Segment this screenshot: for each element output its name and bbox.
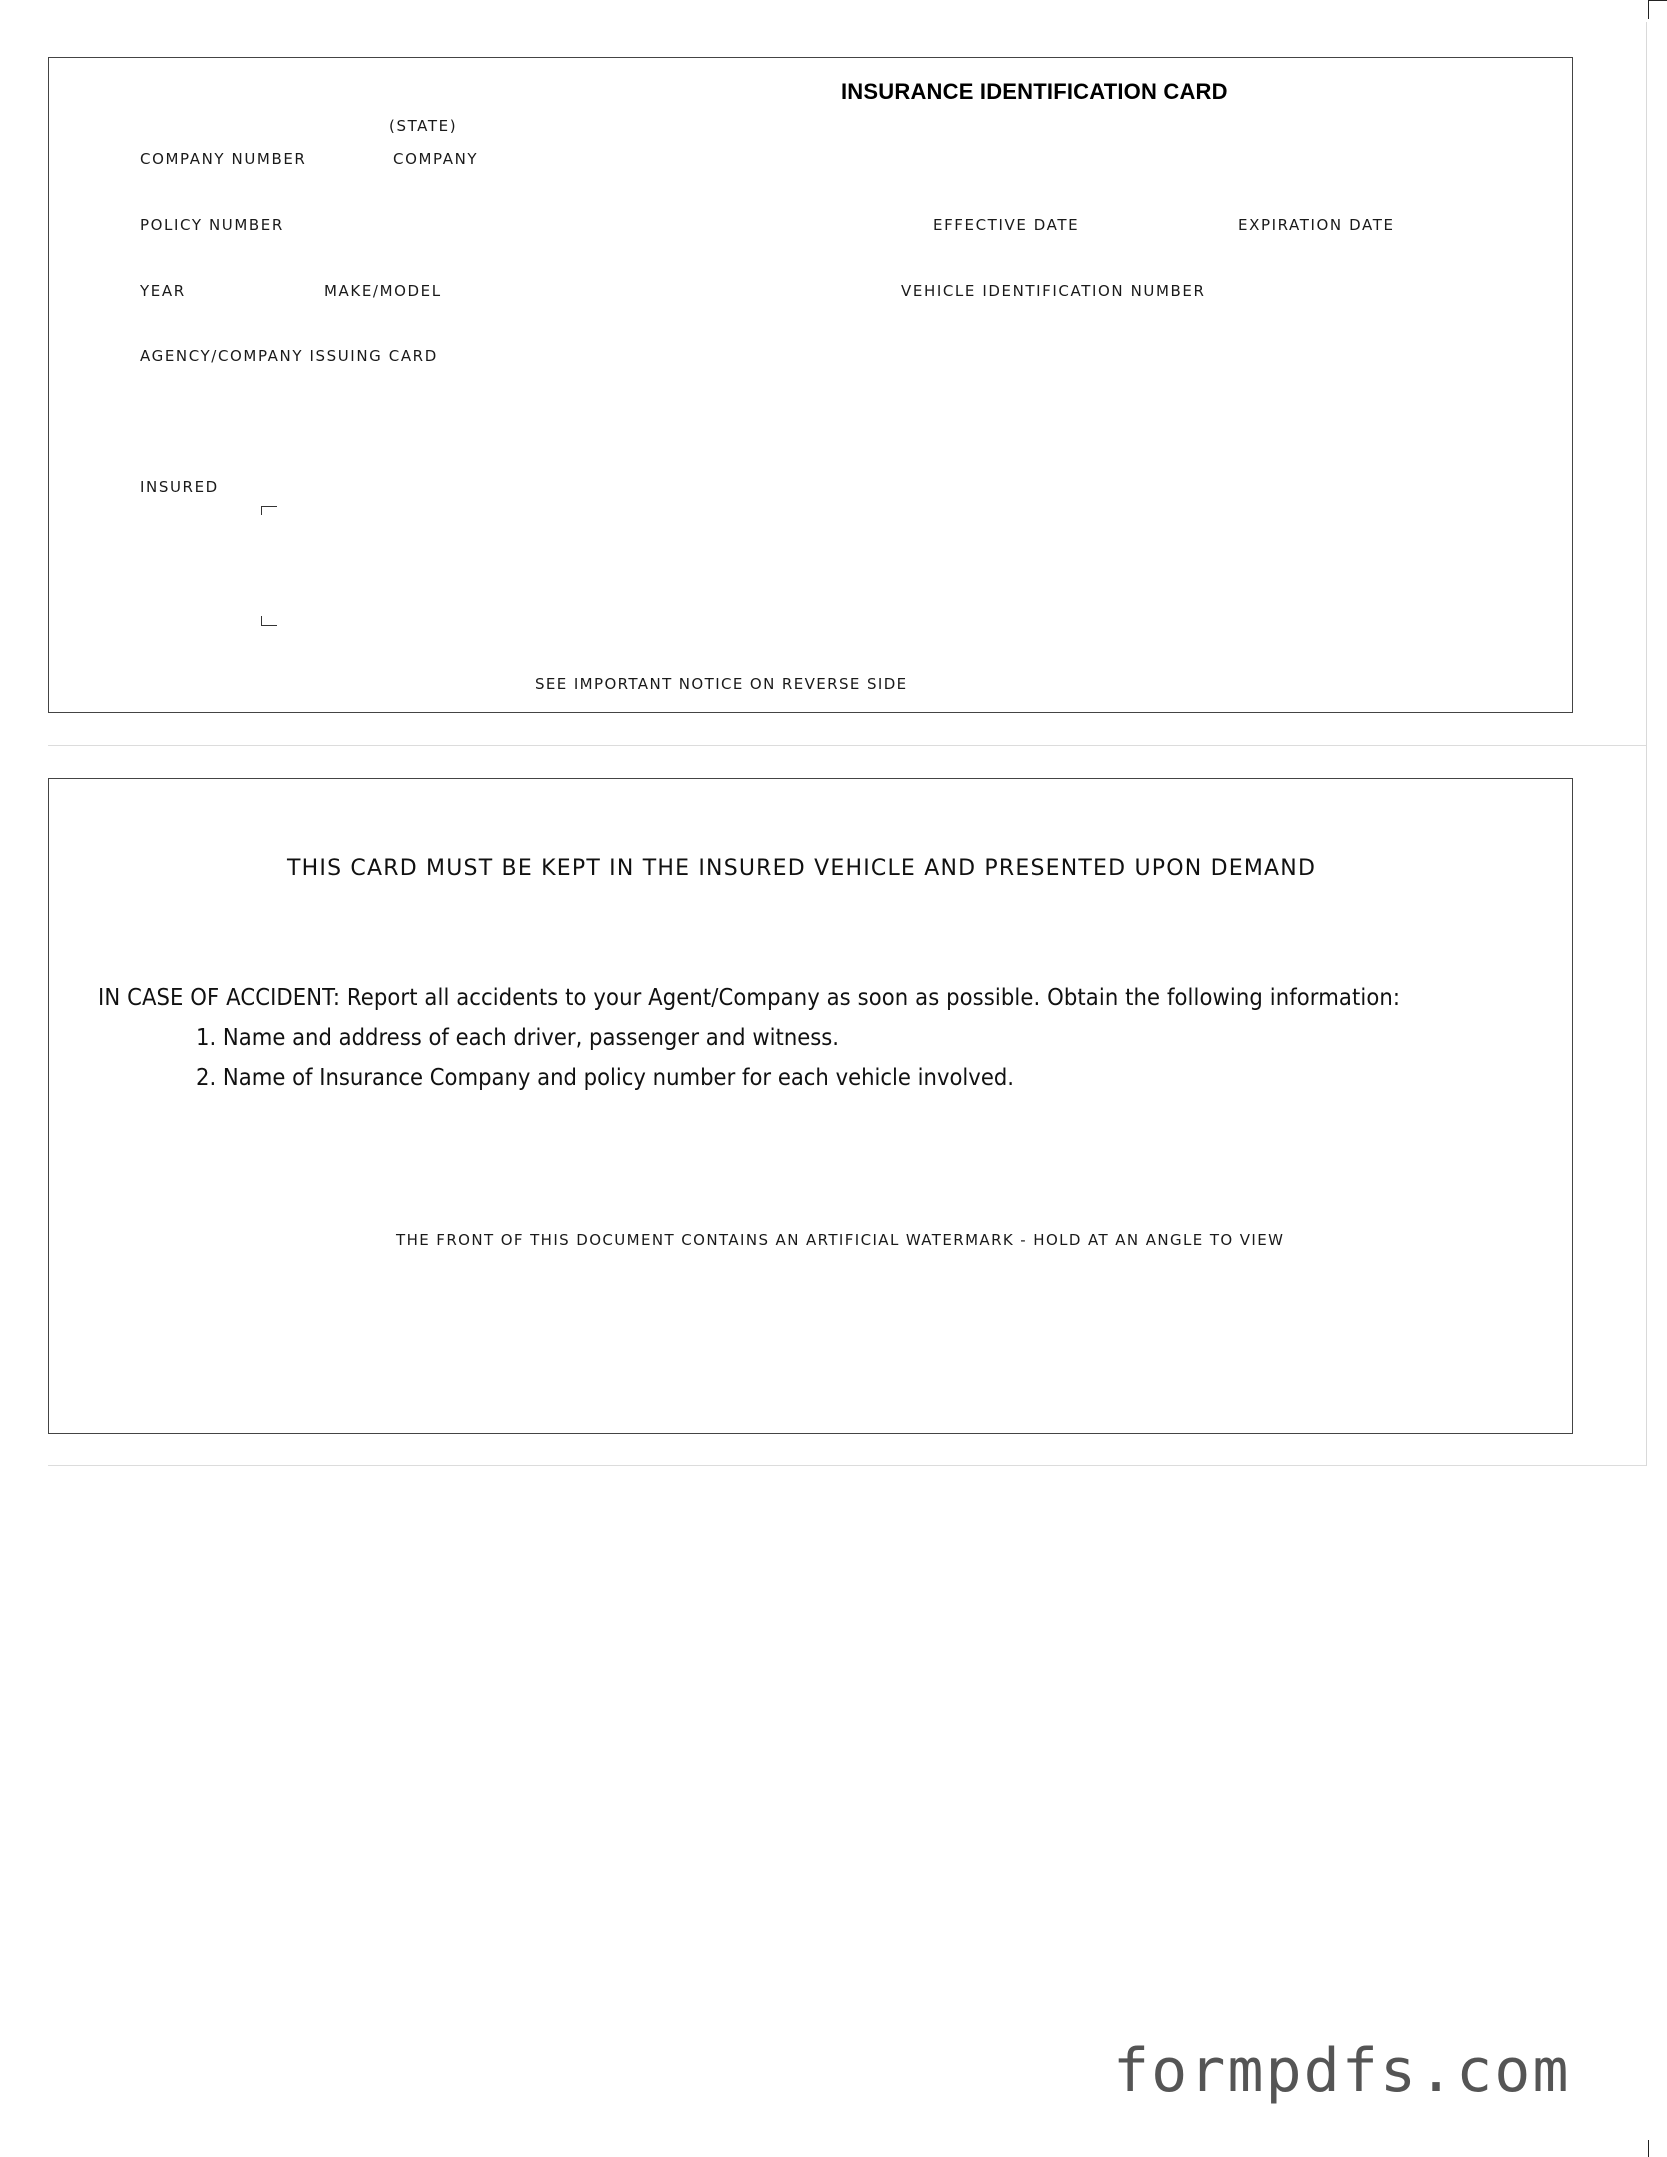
page-separator-1	[48, 745, 1646, 746]
brand-logo: formpdfs.com	[1113, 2036, 1571, 2106]
page-separator-2	[48, 1465, 1646, 1466]
crop-mark-top-right	[1648, 0, 1667, 19]
policy-number-label: POLICY NUMBER	[140, 216, 284, 234]
insured-label: INSURED	[140, 478, 219, 496]
expiration-date-label: EXPIRATION DATE	[1238, 216, 1395, 234]
reverse-side-notice: SEE IMPORTANT NOTICE ON REVERSE SIDE	[535, 675, 908, 693]
effective-date-label: EFFECTIVE DATE	[933, 216, 1080, 234]
accident-instruction: IN CASE OF ACCIDENT: Report all accidents to your Agent/Company as soon as possible. Obtain the following information:	[98, 985, 1401, 1011]
state-label: (STATE)	[389, 117, 458, 135]
list-item-text: Name of Insurance Company and policy number for each vehicle involved.	[222, 1065, 1015, 1091]
list-item-number: 2.	[196, 1065, 217, 1091]
company-label: COMPANY	[393, 150, 479, 168]
address-window-corner-top	[261, 506, 277, 515]
list-item-number: 1.	[196, 1025, 217, 1051]
make-model-label: MAKE/MODEL	[324, 282, 442, 300]
list-item	[196, 1025, 839, 1051]
insurance-card-front	[48, 57, 1573, 713]
watermark-notice: THE FRONT OF THIS DOCUMENT CONTAINS AN ARTIFICIAL WATERMARK - HOLD AT AN ANGLE TO VIEW	[396, 1231, 1285, 1249]
list-item	[196, 1065, 1014, 1091]
list-item-text: Name and address of each driver, passenger and witness.	[222, 1025, 840, 1051]
vin-label: VEHICLE IDENTIFICATION NUMBER	[901, 282, 1206, 300]
page-edge-vertical	[1646, 22, 1647, 1466]
card-title: INSURANCE IDENTIFICATION CARD	[841, 79, 1228, 104]
year-label: YEAR	[140, 282, 186, 300]
insurance-card-back	[48, 778, 1573, 1434]
keep-in-vehicle-notice: THIS CARD MUST BE KEPT IN THE INSURED VEHICLE AND PRESENTED UPON DEMAND	[287, 856, 1317, 881]
address-window-corner-bottom	[261, 616, 277, 626]
company-number-label: COMPANY NUMBER	[140, 150, 307, 168]
agency-label: AGENCY/COMPANY ISSUING CARD	[140, 347, 438, 365]
crop-mark-bottom-right	[1648, 2140, 1667, 2157]
